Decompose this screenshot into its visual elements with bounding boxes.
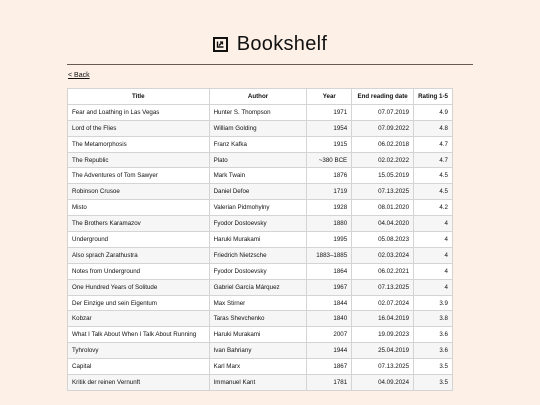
cell-author: Ivan Bahriany xyxy=(209,343,307,359)
cell-title: Robinson Crusoe xyxy=(68,184,210,200)
cell-author: Plato xyxy=(209,152,307,168)
cell-author: Friedrich Nietzsche xyxy=(209,247,307,263)
table-body xyxy=(68,104,453,390)
cell-end-date: 02.07.2024 xyxy=(352,295,414,311)
table-row xyxy=(68,343,453,359)
cell-year: ~380 BCE xyxy=(307,152,352,168)
cell-title: The Republic xyxy=(68,152,210,168)
cell-end-date: 15.05.2019 xyxy=(352,168,414,184)
cell-year: 1954 xyxy=(307,120,352,136)
cell-rating: 3.6 xyxy=(414,343,453,359)
cell-rating: 3.6 xyxy=(414,327,453,343)
table-row xyxy=(68,152,453,168)
cell-title: The Brothers Karamazov xyxy=(68,216,210,232)
column-header-year[interactable]: Year xyxy=(307,89,352,105)
cell-end-date: 02.02.2022 xyxy=(352,152,414,168)
cell-end-date: 07.13.2025 xyxy=(352,279,414,295)
cell-end-date: 06.02.2021 xyxy=(352,263,414,279)
cell-end-date: 08.01.2020 xyxy=(352,200,414,216)
cell-author: William Golding xyxy=(209,120,307,136)
cell-rating: 4.5 xyxy=(414,184,453,200)
table-row xyxy=(68,232,453,248)
table-row xyxy=(68,359,453,375)
cell-end-date: 04.04.2020 xyxy=(352,216,414,232)
table-row xyxy=(68,295,453,311)
cell-author: Gabriel García Márquez xyxy=(209,279,307,295)
column-header-end-date[interactable]: End reading date xyxy=(352,89,414,105)
cell-year: 1967 xyxy=(307,279,352,295)
cell-year: 1915 xyxy=(307,136,352,152)
cell-title: Also sprach Zarathustra xyxy=(68,247,210,263)
cell-author: Hunter S. Thompson xyxy=(209,104,307,120)
table-header-row xyxy=(68,89,453,105)
cell-end-date: 16.04.2019 xyxy=(352,311,414,327)
cell-title: The Adventures of Tom Sawyer xyxy=(68,168,210,184)
table-row xyxy=(68,184,453,200)
cell-end-date: 07.09.2022 xyxy=(352,120,414,136)
cell-author: Valerian Pidmohylny xyxy=(209,200,307,216)
cell-rating: 4.2 xyxy=(414,200,453,216)
cell-rating: 4 xyxy=(414,263,453,279)
cell-year: 1944 xyxy=(307,343,352,359)
cell-title: Kobzar xyxy=(68,311,210,327)
table-row xyxy=(68,327,453,343)
cell-year: 1844 xyxy=(307,295,352,311)
cell-end-date: 05.08.2023 xyxy=(352,232,414,248)
column-header-author[interactable]: Author xyxy=(209,89,307,105)
cell-year: 1880 xyxy=(307,216,352,232)
cell-author: Fyodor Dostoevsky xyxy=(209,216,307,232)
cell-author: Immanuel Kant xyxy=(209,375,307,391)
cell-author: Fyodor Dostoevsky xyxy=(209,263,307,279)
cell-end-date: 07.13.2025 xyxy=(352,359,414,375)
cell-author: Taras Shevchenko xyxy=(209,311,307,327)
cell-end-date: 19.09.2023 xyxy=(352,327,414,343)
cell-author: Haruki Murakami xyxy=(209,232,307,248)
cell-end-date: 07.13.2025 xyxy=(352,184,414,200)
cell-author: Max Stirner xyxy=(209,295,307,311)
cell-author: Haruki Murakami xyxy=(209,327,307,343)
cell-rating: 3.9 xyxy=(414,295,453,311)
cell-end-date: 02.03.2024 xyxy=(352,247,414,263)
cell-year: 1971 xyxy=(307,104,352,120)
table-row xyxy=(68,279,453,295)
cell-end-date: 07.07.2019 xyxy=(352,104,414,120)
cell-author: Daniel Defoe xyxy=(209,184,307,200)
cell-year: 1719 xyxy=(307,184,352,200)
cell-year: 1876 xyxy=(307,168,352,184)
cell-year: 1867 xyxy=(307,359,352,375)
column-header-rating[interactable]: Rating 1-5 xyxy=(414,89,453,105)
cell-rating: 4 xyxy=(414,216,453,232)
back-link[interactable]: < Back xyxy=(68,72,90,79)
cell-year: 1840 xyxy=(307,311,352,327)
column-header-title[interactable]: Title xyxy=(68,89,210,105)
header-divider xyxy=(67,64,473,65)
cell-author: Karl Marx xyxy=(209,359,307,375)
table-row xyxy=(68,104,453,120)
cell-title: Fear and Loathing in Las Vegas xyxy=(68,104,210,120)
cell-rating: 4.7 xyxy=(414,152,453,168)
cell-end-date: 25.04.2019 xyxy=(352,343,414,359)
table-row xyxy=(68,247,453,263)
cell-year: 2007 xyxy=(307,327,352,343)
book-logo-icon xyxy=(213,37,228,52)
cell-author: Mark Twain xyxy=(209,168,307,184)
table-row xyxy=(68,200,453,216)
table-row xyxy=(68,263,453,279)
cell-rating: 3.5 xyxy=(414,359,453,375)
cell-title: The Metamorphosis xyxy=(68,136,210,152)
books-table xyxy=(67,88,453,391)
cell-rating: 4.7 xyxy=(414,136,453,152)
cell-year: 1928 xyxy=(307,200,352,216)
cell-rating: 3.8 xyxy=(414,311,453,327)
cell-title: Tyhrolovy xyxy=(68,343,210,359)
cell-rating: 4.8 xyxy=(414,120,453,136)
cell-title: Lord of the Flies xyxy=(68,120,210,136)
cell-title: Misto xyxy=(68,200,210,216)
cell-year: 1883–1885 xyxy=(307,247,352,263)
cell-title: Underground xyxy=(68,232,210,248)
cell-author: Franz Kafka xyxy=(209,136,307,152)
table-row xyxy=(68,120,453,136)
cell-rating: 4.5 xyxy=(414,168,453,184)
cell-title: Kritik der reinen Vernunft xyxy=(68,375,210,391)
cell-rating: 3.5 xyxy=(414,375,453,391)
table-row xyxy=(68,216,453,232)
cell-rating: 4 xyxy=(414,279,453,295)
cell-rating: 4 xyxy=(414,232,453,248)
cell-rating: 4.9 xyxy=(414,104,453,120)
cell-title: One Hundred Years of Solitude xyxy=(68,279,210,295)
table-row xyxy=(68,136,453,152)
cell-title: Capital xyxy=(68,359,210,375)
cell-title: What I Talk About When I Talk About Running xyxy=(68,327,210,343)
page-title: Bookshelf xyxy=(236,32,328,55)
cell-title: Der Einzige und sein Eigentum xyxy=(68,295,210,311)
cell-rating: 4 xyxy=(414,247,453,263)
cell-year: 1995 xyxy=(307,232,352,248)
table-row xyxy=(68,311,453,327)
table-row xyxy=(68,168,453,184)
page-header xyxy=(0,30,540,58)
table-row xyxy=(68,375,453,391)
cell-end-date: 06.02.2018 xyxy=(352,136,414,152)
cell-year: 1781 xyxy=(307,375,352,391)
cell-title: Notes from Underground xyxy=(68,263,210,279)
cell-end-date: 04.09.2024 xyxy=(352,375,414,391)
cell-year: 1864 xyxy=(307,263,352,279)
